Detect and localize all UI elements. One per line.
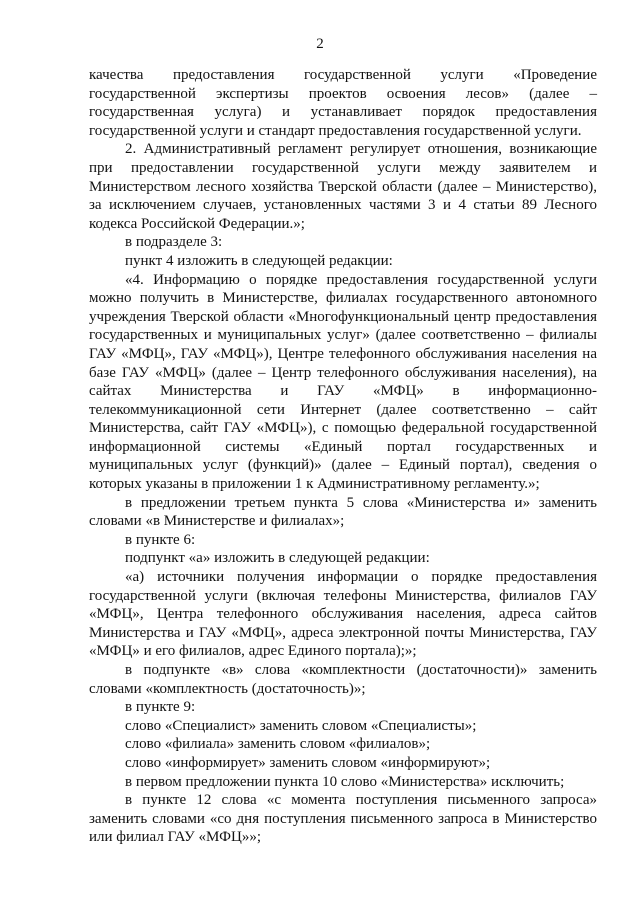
paragraph: слово «Специалист» заменить словом «Специалисты»; bbox=[125, 717, 477, 734]
paragraph: пункт 4 изложить в следующей редакции: bbox=[125, 252, 393, 269]
paragraph: в пункте 12 слова «с момента поступления письменного запроса» заменить словами «со дня поступления письменного запроса в Министерство или филиал ГАУ «МФЦ»»; bbox=[89, 792, 597, 846]
paragraph: в подразделе 3: bbox=[125, 234, 223, 251]
paragraph: 2. Административный регламент регулирует отношения, возникающие при предоставлении государственной услуги между заявителем и Министерством лесного хозяйства Тверской области (далее – Министерство), за исключением случаев, установленных частями 3 и 4 статьи 89 Лесного кодекса Российской Федерации.»; bbox=[89, 141, 597, 232]
page-number: 2 bbox=[316, 36, 324, 52]
paragraph: подпункт «а» изложить в следующей редакции: bbox=[125, 550, 430, 567]
paragraph: слово «информирует» заменить словом «информируют»; bbox=[125, 754, 491, 771]
paragraph: в первом предложении пункта 10 слово «Министерства» исключить; bbox=[125, 773, 565, 790]
paragraph: слово «филиала» заменить словом «филиалов»; bbox=[125, 736, 431, 753]
paragraph: в пункте 9: bbox=[125, 699, 196, 716]
paragraph: качества предоставления государственной услуги «Проведение государственной экспертизы проектов освоения лесов» (далее – государственная услуга) и устанавливает порядок предоставления государственной услуги и стандарт предоставления государственной услуги. bbox=[89, 67, 597, 139]
paragraph: «а) источники получения информации о порядке предоставления государственной услуги (включая телефоны Министерства, филиалов ГАУ «МФЦ», Центра телефонного обслуживания населения, адреса сайтов Министерства и ГАУ «МФЦ», адреса электронной почты Министерства, ГАУ «МФЦ» и его филиалов, адрес Единого портала);»; bbox=[89, 569, 597, 660]
document-body bbox=[89, 66, 597, 847]
paragraph: в подпункте «в» слова «комплектности (достаточности)» заменить словами «комплектность (достаточность)»; bbox=[89, 662, 597, 697]
paragraph: в пункте 6: bbox=[125, 531, 196, 548]
paragraph: «4. Информацию о порядке предоставления государственной услуги можно получить в Министерстве, филиалах государственного автономного учреждения Тверской области «Многофункциональный центр предоставления государственных и муниципальных услуг» (далее соответственно – филиалы ГАУ «МФЦ», ГАУ «МФЦ»), Центре телефонного обслуживания населения на базе ГАУ «МФЦ» (далее – Центр телефонного обслуживания населения), на сайтах Министерства и ГАУ «МФЦ» в информационно-телекоммуникационной сети Интернет (далее соответственно – сайт Министерства, сайт ГАУ «МФЦ»), с помощью федеральной государственной информационной системы «Единый портал государственных и муниципальных услуг (функций)» (далее – Единый портал), сведения о которых указаны в приложении 1 к Административному регламенту.»; bbox=[89, 271, 597, 493]
paragraph: в предложении третьем пункта 5 слова «Министерства и» заменить словами «в Министерстве и филиалах»; bbox=[89, 494, 597, 530]
